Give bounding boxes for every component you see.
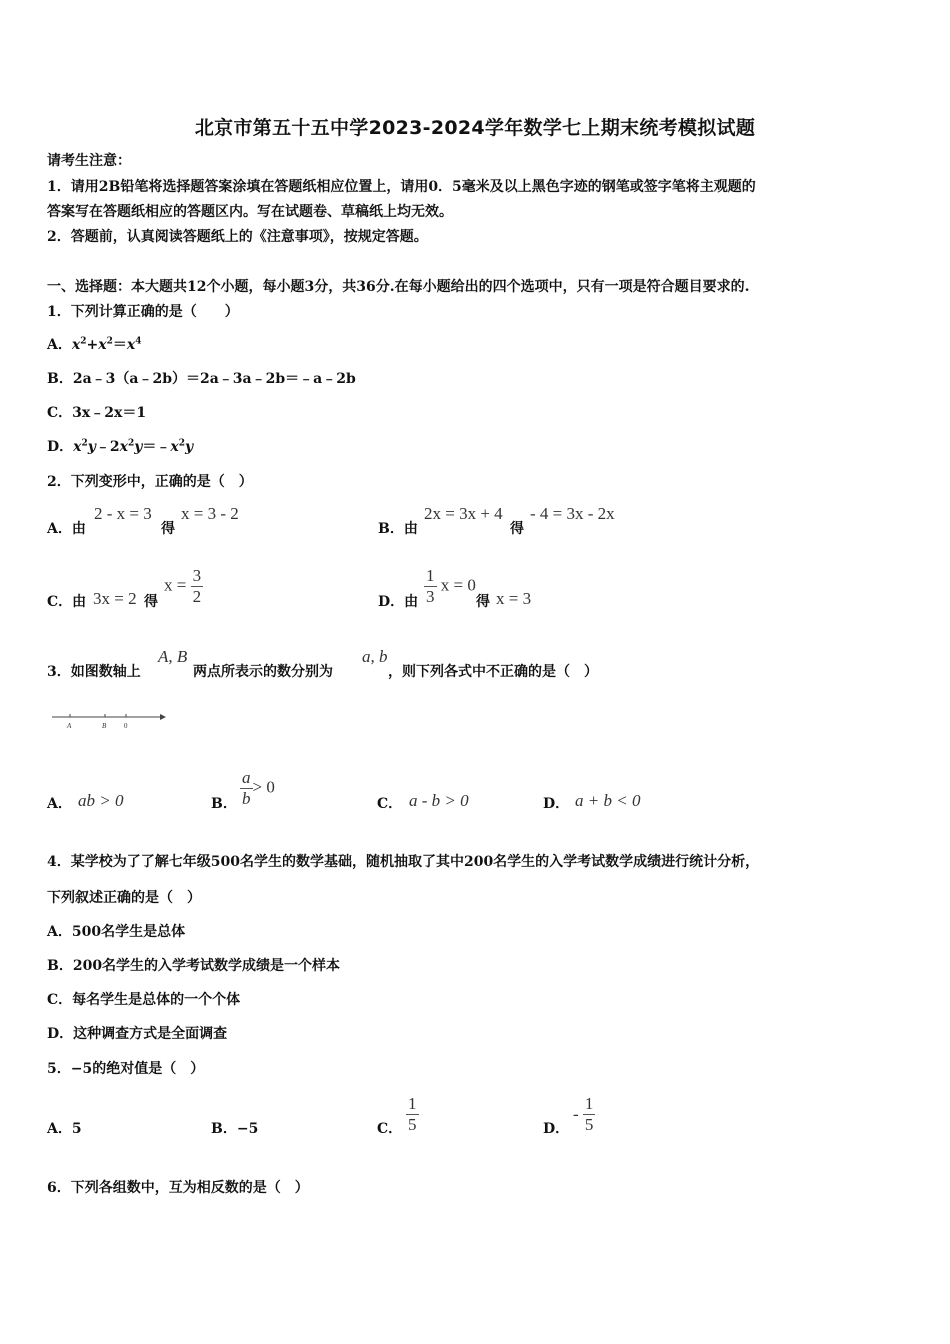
- question-5-option-c-fraction: [406, 1094, 419, 1135]
- question-3-option-b-expr: [240, 768, 275, 809]
- question-5-stem: 5．−5的绝对值是（ ）: [47, 1061, 205, 1077]
- q2d-equation-1: [424, 566, 476, 607]
- question-5-option-c-label: C．: [377, 1121, 403, 1137]
- question-1-option-d: D．$x^2y﹣2x^2y=﹣x^2y$: [47, 438, 194, 455]
- notice-item-1-line-2: 答案写在答题纸相应的答题区内。写在试题卷、草稿纸上均无效。: [47, 204, 453, 220]
- q2d-rhs: x = 0: [440, 575, 476, 595]
- q2a-de: 得: [161, 521, 175, 537]
- question-3-option-d-expr: a + b < 0: [575, 791, 641, 810]
- q3b-denominator: b: [242, 789, 251, 808]
- q5c-denominator: 5: [408, 1115, 417, 1134]
- number-line-arrow: [160, 714, 166, 720]
- q2b-equation-1: 2x = 3x + 4: [424, 504, 503, 523]
- q2d-de: 得: [476, 594, 490, 610]
- question-2-option-c-label: C．由: [47, 594, 87, 610]
- axis-label-0: 0: [124, 722, 128, 730]
- q3b-numerator: a: [242, 768, 251, 787]
- q2c-equation-1: 3x = 2: [93, 589, 137, 608]
- question-1-option-c: C．3x﹣2x＝1: [47, 405, 147, 421]
- section-heading: 一、选择题：本大题共12个小题，每小题3分，共36分.在每小题给出的四个选项中，只有一项是符合题目要求的.: [47, 279, 750, 295]
- question-6-stem: 6．下列各组数中，互为相反数的是（ ）: [47, 1180, 309, 1196]
- question-3-stem-post: ，则下列各式中不正确的是（ ）: [388, 664, 598, 680]
- q5d-denominator: 5: [584, 1115, 594, 1134]
- question-4-option-a: A．500名学生是总体: [47, 924, 186, 940]
- q2a-equation-1: 2 - x = 3: [94, 504, 152, 523]
- option-a-label: A．: [47, 337, 72, 353]
- q2c-denominator: 2: [192, 587, 202, 606]
- axis-label-b: B: [102, 722, 107, 730]
- q2c-equation-2: [164, 566, 203, 607]
- question-3-option-b-label: B．: [211, 796, 237, 812]
- question-3-option-c-expr: a - b > 0: [409, 791, 469, 810]
- q5d-numerator: 1: [584, 1094, 594, 1113]
- question-4-stem-line-1: 4．某学校为了了解七年级500名学生的数学基础，随机抽取了其中200名学生的入学考试数学成绩进行统计分析，: [47, 854, 760, 870]
- q2c-de: 得: [144, 594, 158, 610]
- q3b-relation: > 0: [252, 777, 275, 797]
- q2d-equation-2: x = 3: [496, 589, 532, 608]
- q5d-sign: -: [573, 1104, 579, 1124]
- notice-item-1-line-1: 1．请用2B铅笔将选择题答案涂填在答题纸相应位置上，请用0．5毫米及以上黑色字迹的钢笔或签字笔将主观题的: [47, 179, 756, 195]
- question-2-option-a-label: A．由: [47, 521, 86, 537]
- question-5-option-b: B．−5: [211, 1121, 259, 1137]
- question-3-option-a-label: A．: [47, 796, 72, 812]
- question-2-option-b-label: B．由: [378, 521, 418, 537]
- question-3-stem-mid: 两点所表示的数分别为: [193, 664, 333, 680]
- question-4-option-b: B．200名学生的入学考试数学成绩是一个样本: [47, 958, 341, 974]
- question-5-option-d-label: D．: [543, 1121, 570, 1137]
- question-4-stem-line-2: 下列叙述正确的是（ ）: [47, 890, 201, 906]
- q2c-numerator: 3: [192, 566, 202, 585]
- q5c-numerator: 1: [408, 1094, 417, 1113]
- question-3-points: A, B: [158, 647, 188, 666]
- question-4-option-d: D．这种调查方式是全面调查: [47, 1026, 228, 1042]
- axis-label-a: A: [67, 722, 72, 730]
- notice-item-2: 2．答题前，认真阅读答题纸上的《注意事项》，按规定答题。: [47, 229, 428, 245]
- question-2-option-d-label: D．由: [378, 594, 419, 610]
- question-3-option-c-label: C．: [377, 796, 403, 812]
- number-line-figure: [50, 708, 170, 732]
- page-title: 北京市第五十五中学2023-2024学年数学七上期末统考模拟试题: [194, 117, 756, 139]
- question-3-stem-pre: 3．如图数轴上: [47, 664, 141, 680]
- option-d-label: D．: [47, 439, 74, 455]
- q2d-numerator: 1: [426, 566, 435, 585]
- q2d-denominator: 3: [426, 587, 435, 606]
- question-1-option-a: A．$x^2+x^2=x^4$: [47, 336, 142, 353]
- question-3-option-d-label: D．: [543, 796, 570, 812]
- question-5-option-a: A．5: [47, 1121, 82, 1137]
- question-1-stem: 1．下列计算正确的是（ ）: [47, 304, 239, 320]
- notice-heading: 请考生注意：: [47, 153, 131, 169]
- q2b-equation-2: - 4 = 3x - 2x: [530, 504, 615, 523]
- q2c-lhs: x =: [164, 575, 187, 595]
- q2a-equation-2: x = 3 - 2: [181, 504, 239, 523]
- question-1-option-b: B．2a﹣3（a﹣2b）＝2a﹣3a﹣2b＝﹣a﹣2b: [47, 371, 356, 387]
- question-4-option-c: C．每名学生是总体的一个个体: [47, 992, 241, 1008]
- question-3-option-a-expr: ab > 0: [78, 791, 124, 810]
- question-5-option-d-fraction: [573, 1094, 595, 1135]
- question-2-stem: 2．下列变形中，正确的是（ ）: [47, 474, 253, 490]
- question-3-vars: a, b: [362, 647, 388, 666]
- q2b-de: 得: [510, 521, 524, 537]
